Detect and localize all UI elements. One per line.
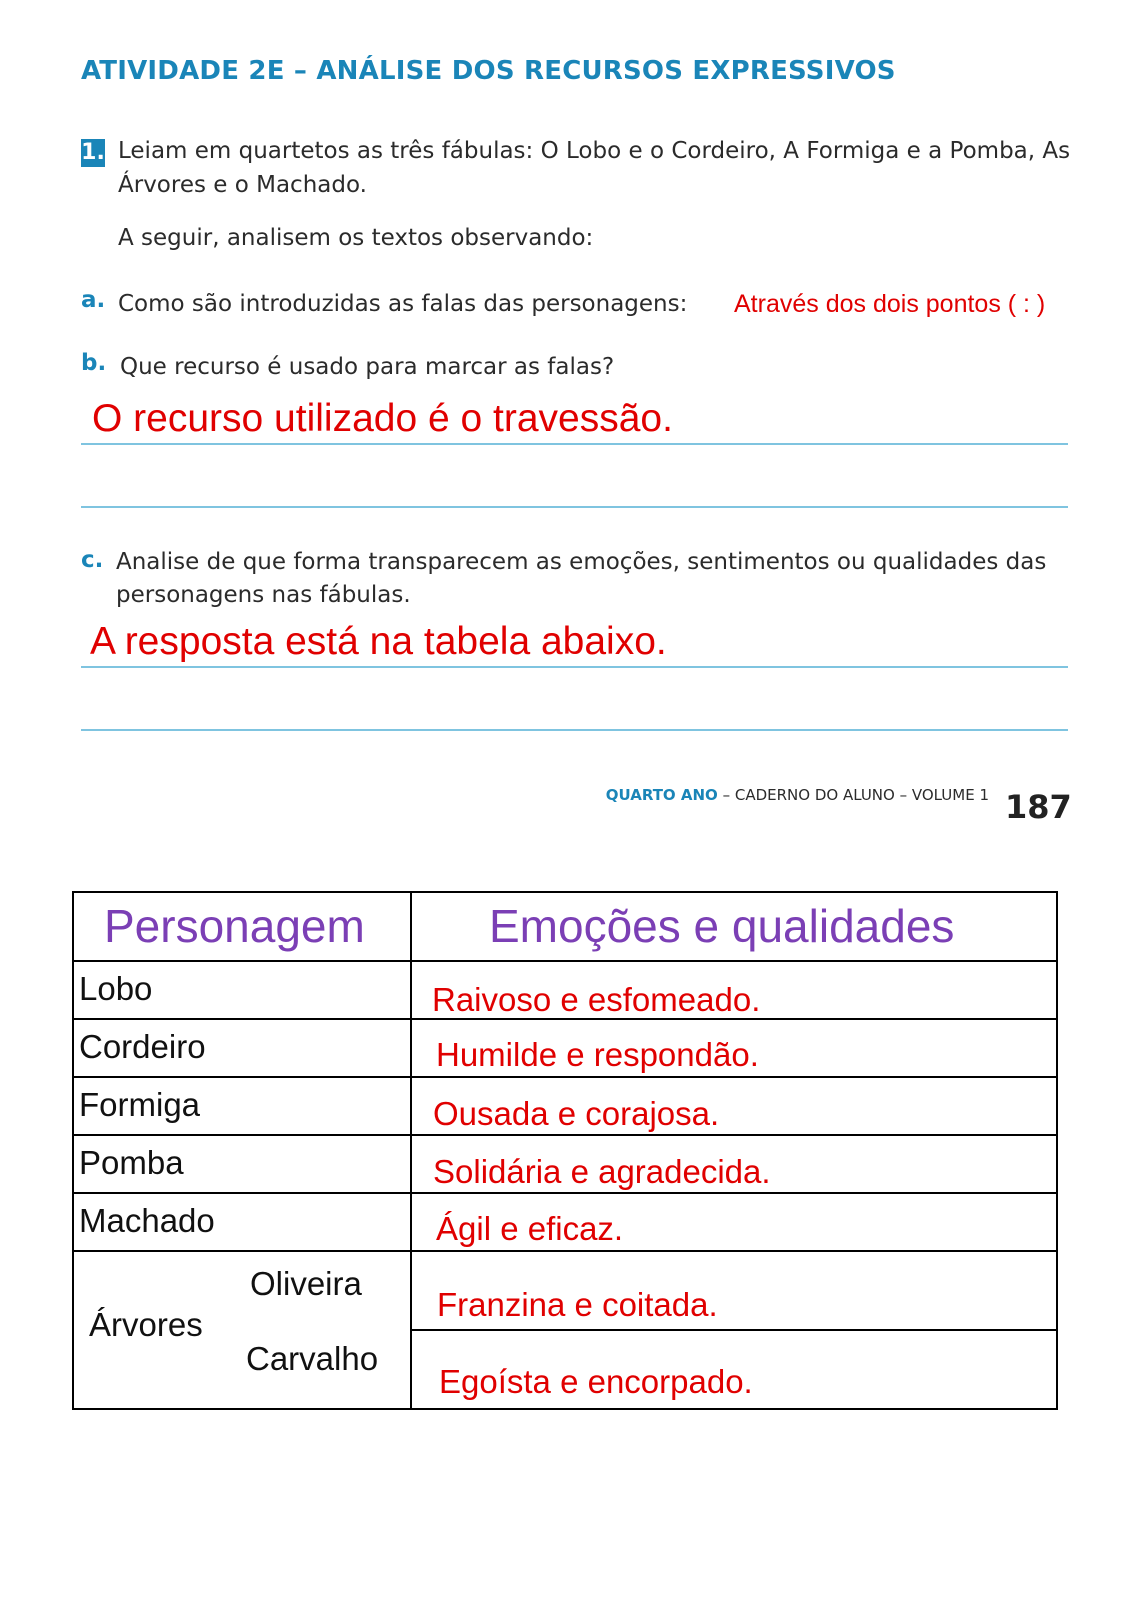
footer-text: – CADERNO DO ALUNO – VOLUME 1 — [717, 786, 989, 804]
question-number: 1. — [81, 140, 105, 165]
item-c-letter: c. — [81, 547, 104, 573]
table-rule — [410, 1329, 1058, 1331]
page-footer — [606, 786, 1067, 804]
table-rule — [72, 1192, 1058, 1194]
question-intro: A seguir, analisem os textos observando: — [118, 225, 594, 251]
row-quality: Ágil e eficaz. — [436, 1210, 624, 1247]
header-emocoes: Emoções e qualidades — [489, 900, 955, 952]
footer-brand: QUARTO ANO — [605, 786, 718, 804]
page-number: 187 — [1005, 788, 1072, 826]
characters-table — [72, 891, 1058, 1410]
group-label: Árvores — [89, 1306, 203, 1343]
row-quality: Humilde e respondão. — [436, 1036, 759, 1073]
table-rule — [72, 1076, 1058, 1078]
item-a-letter: a. — [81, 287, 106, 313]
group-sub-quality: Franzina e coitada. — [437, 1286, 718, 1323]
table-divider — [410, 891, 412, 1410]
item-b-letter: b. — [81, 350, 107, 376]
item-b-text: Que recurso é usado para marcar as falas? — [120, 354, 615, 380]
answer-line — [81, 666, 1068, 668]
table-rule — [72, 1134, 1058, 1136]
item-a-text: Como são introduzidas as falas das personagens: — [118, 291, 688, 317]
table-border — [72, 1408, 1058, 1410]
page-title: ATIVIDADE 2E – ANÁLISE DOS RECURSOS EXPRESSIVOS — [81, 56, 896, 86]
table-border — [72, 891, 74, 1410]
table-border — [72, 891, 1058, 893]
answer-line — [81, 443, 1068, 445]
group-sub-quality: Egoísta e encorpado. — [439, 1363, 753, 1400]
row-name: Lobo — [79, 970, 153, 1007]
row-name: Pomba — [79, 1144, 184, 1181]
row-quality: Raivoso e esfomeado. — [432, 981, 761, 1018]
answer-line — [81, 729, 1068, 731]
row-quality: Ousada e corajosa. — [433, 1095, 720, 1132]
header-personagem: Personagem — [104, 900, 365, 952]
item-a-answer: Através dos dois pontos ( : ) — [734, 290, 1046, 318]
item-c-answer: A resposta está na tabela abaixo. — [90, 620, 667, 663]
table-rule — [72, 960, 1058, 962]
row-name: Formiga — [79, 1086, 201, 1123]
row-name: Machado — [79, 1202, 215, 1239]
group-sub-name: Carvalho — [246, 1340, 379, 1377]
item-c-text: Analise de que forma transparecem as emoções, sentimentos ou qualidades das personagens nas fábulas. — [116, 549, 1047, 608]
question-text: Leiam em quartetos as três fábulas: O Lobo e o Cordeiro, A Formiga e a Pomba, As Árvores e o Machado. — [118, 138, 1071, 198]
group-sub-name: Oliveira — [250, 1265, 362, 1302]
answer-line — [81, 506, 1068, 508]
table-rule — [72, 1250, 1058, 1252]
item-b-answer: O recurso utilizado é o travessão. — [92, 397, 673, 440]
table-border — [1056, 891, 1058, 1410]
row-name: Cordeiro — [79, 1028, 206, 1065]
row-quality: Solidária e agradecida. — [433, 1153, 771, 1190]
